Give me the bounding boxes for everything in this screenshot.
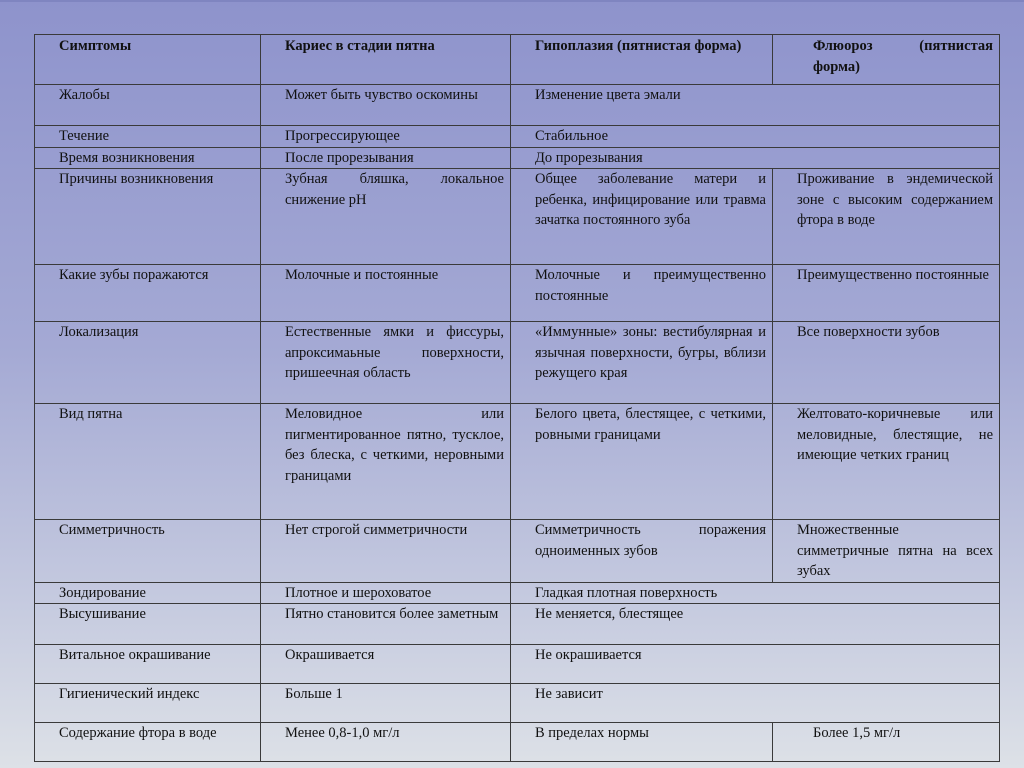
header-symptoms: Симптомы xyxy=(35,35,261,85)
cell-caries: Больше 1 xyxy=(261,684,511,723)
cell-hypoplasia-fluorosis: Гладкая плотная поверхность xyxy=(511,582,1000,604)
cell-caries: Меловидное или пигментированное пятно, тусклое, без блеска, с четкими, неровными границами xyxy=(261,404,511,520)
table-row xyxy=(35,169,1000,265)
cell-symptom: Содержание фтора в воде xyxy=(35,723,261,762)
table-row xyxy=(35,684,1000,723)
slide-top-edge xyxy=(0,0,1024,2)
cell-caries: Окрашивается xyxy=(261,645,511,684)
differential-diagnosis-table xyxy=(34,34,1000,762)
table-row xyxy=(35,265,1000,322)
cell-symptom: Локализация xyxy=(35,322,261,404)
cell-hypoplasia-fluorosis: До прорезывания xyxy=(511,147,1000,169)
cell-fluorosis: Преимущественно постоянные xyxy=(773,265,1000,322)
cell-hypoplasia-fluorosis: Не зависит xyxy=(511,684,1000,723)
cell-symptom: Симметричность xyxy=(35,520,261,583)
cell-fluorosis: Все поверхности зубов xyxy=(773,322,1000,404)
cell-hypoplasia: Симметричность поражения одноименных зубов xyxy=(511,520,773,583)
table-row xyxy=(35,404,1000,520)
cell-caries: Нет строгой симметричности xyxy=(261,520,511,583)
table-row xyxy=(35,582,1000,604)
cell-caries: Молочные и постоянные xyxy=(261,265,511,322)
cell-hypoplasia: Общее заболевание матери и ребенка, инфицирование или травма зачатка постоянного зуба xyxy=(511,169,773,265)
cell-hypoplasia-fluorosis: Стабильное xyxy=(511,126,1000,148)
cell-hypoplasia: Белого цвета, блестящее, с четкими, ровными границами xyxy=(511,404,773,520)
cell-hypoplasia-fluorosis: Изменение цвета эмали xyxy=(511,85,1000,126)
cell-symptom: Какие зубы поражаются xyxy=(35,265,261,322)
cell-caries: Пятно становится более заметным xyxy=(261,604,511,645)
cell-caries: Прогрессирующее xyxy=(261,126,511,148)
cell-symptom: Жалобы xyxy=(35,85,261,126)
cell-fluorosis: Проживание в эндемической зоне с высоким содержанием фтора в воде xyxy=(773,169,1000,265)
cell-fluorosis: Более 1,5 мг/л xyxy=(773,723,1000,762)
cell-caries: Зубная бляшка, локальное снижение pH xyxy=(261,169,511,265)
table-row xyxy=(35,147,1000,169)
table-row xyxy=(35,723,1000,762)
table-row xyxy=(35,604,1000,645)
cell-caries: Плотное и шероховатое xyxy=(261,582,511,604)
cell-symptom: Высушивание xyxy=(35,604,261,645)
cell-caries: Может быть чувство оскомины xyxy=(261,85,511,126)
cell-symptom: Витальное окрашивание xyxy=(35,645,261,684)
cell-fluorosis: Множественные симметричные пятна на всех зубах xyxy=(773,520,1000,583)
cell-symptom: Вид пятна xyxy=(35,404,261,520)
cell-symptom: Течение xyxy=(35,126,261,148)
cell-fluorosis: Желтовато-коричневые или меловидные, блестящие, не имеющие четких границ xyxy=(773,404,1000,520)
cell-symptom: Время возникновения xyxy=(35,147,261,169)
cell-symptom: Причины возникновения xyxy=(35,169,261,265)
cell-hypoplasia: В пределах нормы xyxy=(511,723,773,762)
cell-caries: Менее 0,8-1,0 мг/л xyxy=(261,723,511,762)
table-row xyxy=(35,126,1000,148)
cell-symptom: Гигиенический индекс xyxy=(35,684,261,723)
cell-caries: Естественные ямки и фиссуры, апроксимаьные поверхности, пришеечная область xyxy=(261,322,511,404)
table-row xyxy=(35,85,1000,126)
cell-symptom: Зондирование xyxy=(35,582,261,604)
cell-hypoplasia-fluorosis: Не окрашивается xyxy=(511,645,1000,684)
table-row xyxy=(35,322,1000,404)
table-header-row xyxy=(35,35,1000,85)
table-row xyxy=(35,520,1000,583)
cell-hypoplasia: Молочные и преимущественно постоянные xyxy=(511,265,773,322)
header-hypoplasia: Гипоплазия (пятнистая форма) xyxy=(511,35,773,85)
header-fluorosis: Флюороз (пятнистая форма) xyxy=(773,35,1000,85)
cell-hypoplasia-fluorosis: Не меняется, блестящее xyxy=(511,604,1000,645)
header-caries: Кариес в стадии пятна xyxy=(261,35,511,85)
table-row xyxy=(35,645,1000,684)
cell-caries: После прорезывания xyxy=(261,147,511,169)
cell-hypoplasia: «Иммунные» зоны: вестибулярная и язычная поверхности, бугры, вблизи режущего края xyxy=(511,322,773,404)
